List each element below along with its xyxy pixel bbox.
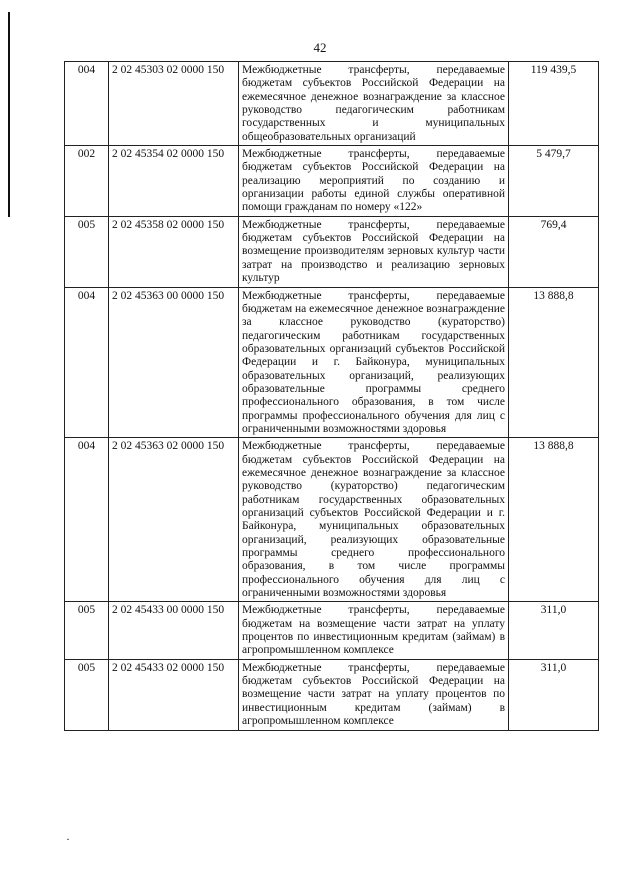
page-number: 42 — [313, 40, 327, 55]
table-row — [65, 216, 599, 287]
table-row — [65, 438, 599, 602]
admin-code-cell: 004 — [65, 287, 109, 438]
revenue-name-cell: Межбюджетные трансферты, передаваемые бюджетам субъектов Российской Федерации на возмещение части затрат на уплату процентов по инвестиционным кредитам (займам) в агропромышленном комплексе — [239, 659, 509, 730]
admin-code-cell: 005 — [65, 602, 109, 659]
budget-code-cell: 2 02 45433 02 0000 150 — [109, 659, 239, 730]
budget-code-cell: 2 02 45358 02 0000 150 — [109, 216, 239, 287]
budget-code-cell: 2 02 45433 00 0000 150 — [109, 602, 239, 659]
budget-code-cell: 2 02 45363 00 0000 150 — [109, 287, 239, 438]
table-row — [65, 602, 599, 659]
table-row — [65, 62, 599, 146]
amount-cell: 311,0 — [509, 602, 599, 659]
amount-cell: 311,0 — [509, 659, 599, 730]
table-row — [65, 146, 599, 217]
table-row — [65, 287, 599, 438]
revenue-name-cell: Межбюджетные трансферты, передаваемые бюджетам субъектов Российской Федерации на реализацию мероприятий по созданию и организации работы единой службы оперативной помощи гражданам по номеру «122» — [239, 146, 509, 217]
revenue-name-cell: Межбюджетные трансферты, передаваемые бюджетам на возмещение части затрат на уплату процентов по инвестиционным кредитам (займам) в агропромышленном комплексе — [239, 602, 509, 659]
amount-cell: 119 439,5 — [509, 62, 599, 146]
budget-code-cell: 2 02 45303 02 0000 150 — [109, 62, 239, 146]
admin-code-cell: 005 — [65, 216, 109, 287]
admin-code-cell: 004 — [65, 438, 109, 602]
revenue-name-cell: Межбюджетные трансферты, передаваемые бюджетам субъектов Российской Федерации на ежемесячное денежное вознаграждение за классное руководство (кураторство) педагогическим работникам государственных образовательных организаций субъектов Российской Федерации и г. Байконура, муниципальных образовательных организаций, реализующих образовательные программы среднего профессионального образования, в том числе программы профессионального обучения для лиц с ограниченными возможностями здоровья — [239, 438, 509, 602]
budget-code-cell: 2 02 45363 02 0000 150 — [109, 438, 239, 602]
admin-code-cell: 004 — [65, 62, 109, 146]
revenue-name-cell: Межбюджетные трансферты, передаваемые бюджетам субъектов Российской Федерации на возмещение производителям зерновых культур части затрат на производство и реализацию зерновых культур — [239, 216, 509, 287]
revenue-name-cell: Межбюджетные трансферты, передаваемые бюджетам субъектов Российской Федерации на ежемесячное денежное вознаграждение за классное руководство педагогическим работникам государственных и муниципальных общеобразовательных организаций — [239, 62, 509, 146]
table-row — [65, 659, 599, 730]
admin-code-cell: 005 — [65, 659, 109, 730]
amount-cell: 13 888,8 — [509, 287, 599, 438]
admin-code-cell: 002 — [65, 146, 109, 217]
amount-cell: 13 888,8 — [509, 438, 599, 602]
scan-speck: · — [66, 832, 70, 846]
budget-code-cell: 2 02 45354 02 0000 150 — [109, 146, 239, 217]
budget-revenue-table — [64, 61, 599, 731]
revenue-name-cell: Межбюджетные трансферты, передаваемые бюджетам на ежемесячное денежное вознаграждение за классное руководство (кураторство) педагогическим работникам государственных образовательных организаций субъектов Российской Федерации и г. Байконура, муниципальных образовательных организаций, реализующих образовательные программы среднего профессионального образования, в том числе программы профессионального обучения для лиц с ограниченными возможностями здоровья — [239, 287, 509, 438]
amount-cell: 5 479,7 — [509, 146, 599, 217]
amount-cell: 769,4 — [509, 216, 599, 287]
